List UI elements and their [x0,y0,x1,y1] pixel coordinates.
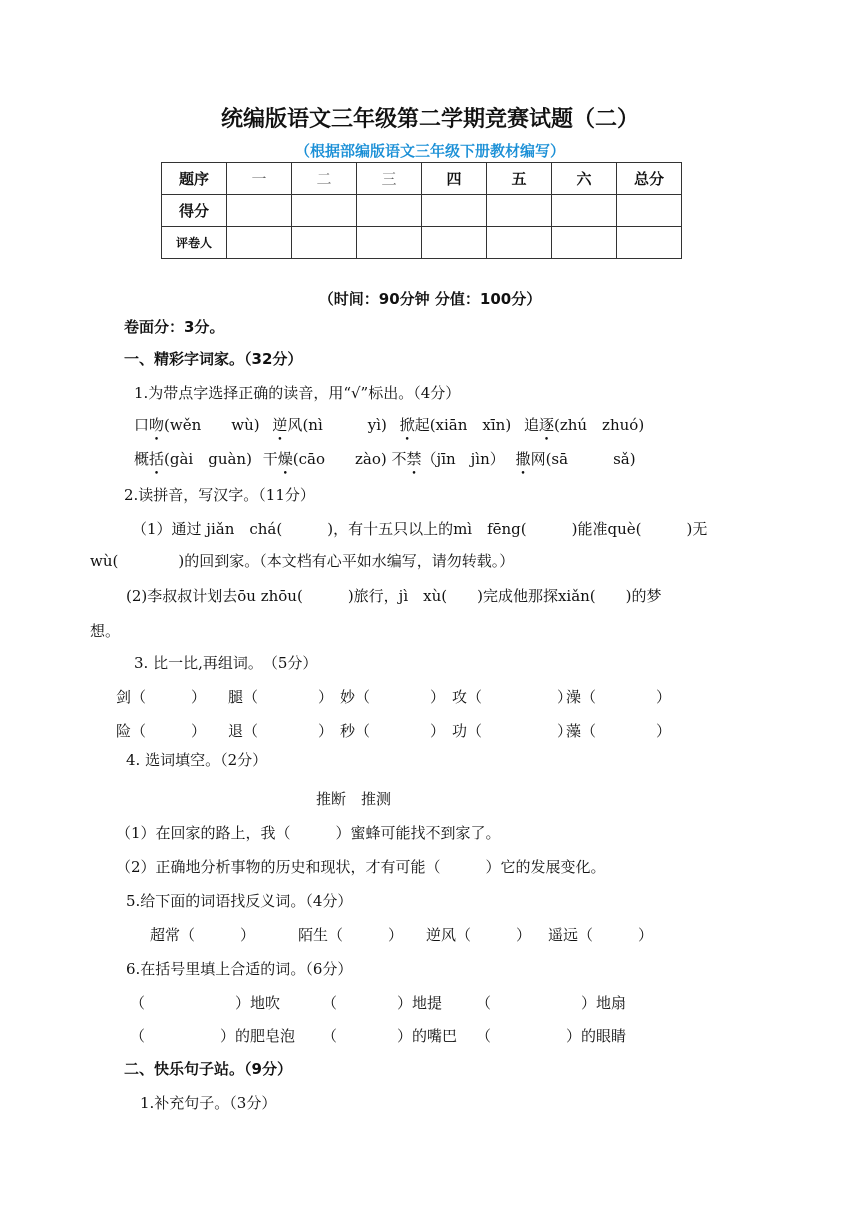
score-input-cell[interactable] [552,195,617,227]
q1-pinyin-row [134,414,644,435]
score-input-cell[interactable] [487,227,552,259]
score-input-cell[interactable] [617,227,682,259]
q2-line: 想。 [90,622,121,640]
q5-item[interactable]: 陌生（ ） [298,926,404,944]
q4-sentence: （2）正确地分析事物的历史和现状，才有可能（ ）它的发展变化。 [116,858,606,876]
q3-item[interactable]: 剑（ ） [116,688,207,706]
score-header-cell: 二 [292,163,357,195]
score-table-row [162,227,682,259]
q6-item[interactable]: （ ）地扇 [476,994,627,1012]
score-header-cell: 题序 [162,163,227,195]
q3-item[interactable]: 险（ ） [116,722,207,740]
score-table-header-row [162,163,682,195]
score-input-cell[interactable] [292,195,357,227]
score-header-cell: 三 [357,163,422,195]
char: 风 [287,416,303,434]
pinyin-choice[interactable]: (cāo zào) [292,450,387,468]
q5-row [150,924,653,945]
q3-title: 3. 比一比,再组词。 （5分） [134,654,318,672]
q3-item[interactable]: 妙（ ） [340,688,446,706]
char: 干 [262,450,278,468]
q6-row [130,1025,626,1046]
q5-item[interactable]: 超常（ ） [150,926,256,944]
q1-item [516,450,636,468]
score-row-label: 评卷人 [162,227,227,259]
q1-item [134,416,260,434]
char: 概 [134,450,150,468]
pinyin-choice[interactable]: (sā sǎ) [545,450,636,468]
q3-item[interactable]: 澡（ ） [566,688,672,706]
section2-q1-title: 1.补充句子。（3分） [140,1094,277,1112]
q2-line: wù( )的回到家。（本文档有心平如水编写，请勿转载。） [90,552,515,570]
dotted-char: 燥 [277,450,293,468]
score-input-cell[interactable] [227,227,292,259]
pinyin-choice[interactable]: (zhú zhuó) [553,416,645,434]
q6-title: 6.在括号里填上合适的词。（6分） [126,960,353,978]
dotted-char: 逆 [272,416,288,434]
score-input-cell[interactable] [357,195,422,227]
q3-row [116,720,671,741]
section1-heading: 一、精彩字词家。（32分） [124,350,303,368]
section2-heading: 二、快乐句子站。（9分） [124,1060,292,1078]
q1-item [524,416,644,434]
q3-item[interactable]: 秒（ ） [340,722,446,740]
q6-item[interactable]: （ ）地提 [322,994,443,1012]
dotted-char: 括 [149,450,165,468]
q4-word-choices: 推断 推测 [316,790,392,808]
q2-line: （1）通过 jiǎn chá( )，有十五只以上的mì fēng( )能准què( )无 [132,520,708,538]
q1-item [400,416,512,434]
q5-item[interactable]: 遥远（ ） [548,926,654,944]
char: 网 [530,450,546,468]
char: 不 [391,450,407,468]
pinyin-choice[interactable]: (xiān xīn) [429,416,512,434]
pinyin-choice[interactable]: (gài guàn) [164,450,252,468]
score-input-cell[interactable] [227,195,292,227]
score-input-cell[interactable] [422,227,487,259]
q2-title: 2.读拼音，写汉字。（11分） [124,486,315,504]
dotted-char: 吻 [149,416,165,434]
dotted-char: 掀 [399,416,415,434]
q1-item [272,416,386,434]
char: 追 [523,416,539,434]
time-info: （时间：90分钟 分值：100分） [318,290,542,308]
page-subtitle: （根据部编版语文三年级下册教材编写） [294,142,565,160]
q5-item[interactable]: 逆风（ ） [426,926,532,944]
dotted-char: 撒 [515,450,531,468]
score-input-cell[interactable] [357,227,422,259]
q1-item [392,450,505,468]
pinyin-choice[interactable]: (wěn wù) [164,416,260,434]
dotted-char: 禁 [406,450,422,468]
q1-title: 1.为带点字选择正确的读音，用“√”标出。（4分） [134,384,461,402]
q6-item[interactable]: （ ）的肥皂泡 [130,1027,296,1045]
dotted-char: 逐 [538,416,554,434]
q3-item[interactable]: 攻（ ） [452,688,573,706]
q6-item[interactable]: （ ）地吹 [130,994,281,1012]
q3-item[interactable]: 功（ ） [452,722,573,740]
q3-row [116,686,671,707]
score-input-cell[interactable] [292,227,357,259]
char: 起 [414,416,430,434]
q4-sentence: （1）在回家的路上，我（ ）蜜蜂可能找不到家了。 [116,824,501,842]
char: 口 [134,416,150,434]
q2-line: (2)李叔叔计划去ōu zhōu( )旅行，jì xù( )完成他那探xiǎn( )的梦 [126,587,662,605]
q4-title: 4. 选词填空。（2分） [126,751,268,769]
score-input-cell[interactable] [617,195,682,227]
neat-score: 卷面分：3分。 [124,318,225,336]
q3-item[interactable]: 藻（ ） [566,722,672,740]
score-header-cell: 四 [422,163,487,195]
score-header-cell: 一 [227,163,292,195]
q1-item [134,450,252,468]
score-table-row [162,195,682,227]
q3-item[interactable]: 腿（ ） [228,688,334,706]
score-input-cell[interactable] [552,227,617,259]
q6-row [130,992,626,1013]
score-input-cell[interactable] [487,195,552,227]
q1-item [263,450,387,468]
q5-title: 5.给下面的词语找反义词。（4分） [126,892,353,910]
page-title: 统编版语文三年级第二学期竞赛试题（二） [220,107,639,132]
score-row-label: 得分 [162,195,227,227]
pinyin-choice[interactable]: (nì yì) [302,416,387,434]
q1-pinyin-row [134,448,636,469]
score-table [161,162,682,259]
pinyin-choice[interactable]: （jīn jìn） [421,450,505,468]
q6-item[interactable]: （ ）的嘴巴 [322,1027,458,1045]
q6-item[interactable]: （ ）的眼睛 [476,1027,627,1045]
score-input-cell[interactable] [422,195,487,227]
score-header-cell: 六 [552,163,617,195]
score-header-cell: 总分 [617,163,682,195]
q3-item[interactable]: 退（ ） [228,722,334,740]
score-header-cell: 五 [487,163,552,195]
